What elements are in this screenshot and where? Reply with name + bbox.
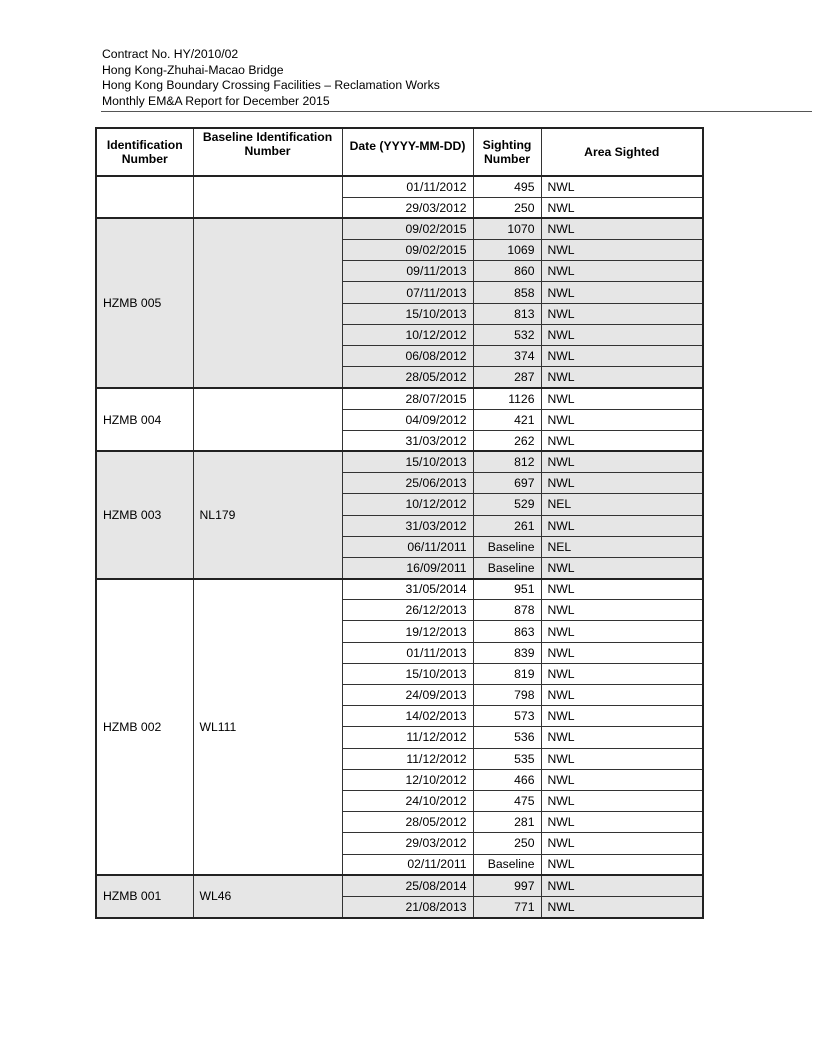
sight-cell: 798 bbox=[473, 685, 541, 706]
date-cell: 01/11/2013 bbox=[342, 642, 473, 663]
area-cell: NWL bbox=[541, 685, 703, 706]
area-cell: NWL bbox=[541, 303, 703, 324]
table-row bbox=[96, 176, 703, 197]
sight-cell: 858 bbox=[473, 282, 541, 303]
animal-group bbox=[96, 451, 703, 578]
sight-cell: 878 bbox=[473, 600, 541, 621]
sight-cell: 771 bbox=[473, 896, 541, 917]
area-cell: NWL bbox=[541, 748, 703, 769]
date-cell: 25/08/2014 bbox=[342, 875, 473, 896]
area-cell: NWL bbox=[541, 642, 703, 663]
column-header-area: Area Sighted bbox=[541, 128, 703, 176]
area-cell: NWL bbox=[541, 557, 703, 578]
sight-cell: 475 bbox=[473, 790, 541, 811]
sight-cell: Baseline bbox=[473, 557, 541, 578]
identification-cell: HZMB 004 bbox=[96, 388, 193, 452]
project-name: Hong Kong-Zhuhai-Macao Bridge bbox=[102, 62, 284, 77]
identification-cell: HZMB 005 bbox=[96, 218, 193, 388]
date-cell: 09/02/2015 bbox=[342, 240, 473, 261]
sight-cell: 839 bbox=[473, 642, 541, 663]
date-cell: 10/12/2012 bbox=[342, 494, 473, 515]
area-cell: NWL bbox=[541, 515, 703, 536]
sight-cell: 819 bbox=[473, 663, 541, 684]
sight-cell: Baseline bbox=[473, 536, 541, 557]
sight-cell: 863 bbox=[473, 621, 541, 642]
date-cell: 09/11/2013 bbox=[342, 261, 473, 282]
column-header-sighting: Sighting Number bbox=[473, 128, 541, 176]
area-cell: NWL bbox=[541, 769, 703, 790]
table-row bbox=[96, 451, 703, 472]
date-cell: 09/02/2015 bbox=[342, 218, 473, 239]
date-cell: 01/11/2012 bbox=[342, 176, 473, 197]
animal-group bbox=[96, 218, 703, 388]
date-cell: 06/11/2011 bbox=[342, 536, 473, 557]
table-header-row bbox=[96, 128, 703, 176]
contract-number: Contract No. HY/2010/02 bbox=[102, 47, 239, 61]
date-cell: 29/03/2012 bbox=[342, 197, 473, 218]
sight-cell: 1126 bbox=[473, 388, 541, 409]
identification-cell: HZMB 001 bbox=[96, 875, 193, 917]
report-header bbox=[102, 47, 722, 109]
sight-cell: 261 bbox=[473, 515, 541, 536]
area-cell: NWL bbox=[541, 579, 703, 600]
sight-cell: 535 bbox=[473, 748, 541, 769]
area-cell: NWL bbox=[541, 197, 703, 218]
area-cell: NWL bbox=[541, 451, 703, 472]
area-cell: NWL bbox=[541, 430, 703, 451]
sight-cell: 997 bbox=[473, 875, 541, 896]
date-cell: 28/05/2012 bbox=[342, 812, 473, 833]
date-cell: 15/10/2013 bbox=[342, 451, 473, 472]
area-cell: NWL bbox=[541, 812, 703, 833]
area-cell: NWL bbox=[541, 663, 703, 684]
baseline-cell: NL179 bbox=[193, 451, 342, 578]
area-cell: NWL bbox=[541, 875, 703, 896]
sight-cell: 1069 bbox=[473, 240, 541, 261]
sight-cell: 536 bbox=[473, 727, 541, 748]
date-cell: 15/10/2013 bbox=[342, 303, 473, 324]
report-title: Monthly EM&A Report for December 2015 bbox=[102, 93, 330, 108]
date-cell: 16/09/2011 bbox=[342, 557, 473, 578]
date-cell: 11/12/2012 bbox=[342, 727, 473, 748]
date-cell: 07/11/2013 bbox=[342, 282, 473, 303]
identification-cell: HZMB 003 bbox=[96, 451, 193, 578]
area-cell: NWL bbox=[541, 218, 703, 239]
area-cell: NWL bbox=[541, 727, 703, 748]
date-cell: 02/11/2011 bbox=[342, 854, 473, 875]
column-header-baseline: Baseline Identification Number bbox=[193, 128, 342, 176]
area-cell: NWL bbox=[541, 896, 703, 917]
date-cell: 24/09/2013 bbox=[342, 685, 473, 706]
sight-cell: 287 bbox=[473, 367, 541, 388]
identification-cell bbox=[96, 176, 193, 218]
baseline-cell: WL46 bbox=[193, 875, 342, 917]
sight-cell: 573 bbox=[473, 706, 541, 727]
date-cell: 04/09/2012 bbox=[342, 409, 473, 430]
baseline-cell bbox=[193, 218, 342, 388]
table-row bbox=[96, 388, 703, 409]
date-cell: 12/10/2012 bbox=[342, 769, 473, 790]
area-cell: NWL bbox=[541, 706, 703, 727]
sight-cell: 951 bbox=[473, 579, 541, 600]
baseline-cell bbox=[193, 176, 342, 218]
area-cell: NWL bbox=[541, 473, 703, 494]
area-cell: NWL bbox=[541, 282, 703, 303]
animal-group bbox=[96, 388, 703, 452]
sight-cell: 262 bbox=[473, 430, 541, 451]
sight-cell: 281 bbox=[473, 812, 541, 833]
sighting-table bbox=[95, 127, 704, 919]
sight-cell: 529 bbox=[473, 494, 541, 515]
area-cell: NEL bbox=[541, 536, 703, 557]
animal-group bbox=[96, 579, 703, 876]
area-cell: NWL bbox=[541, 261, 703, 282]
column-header-date: Date (YYYY-MM-DD) bbox=[342, 128, 473, 176]
baseline-cell: WL111 bbox=[193, 579, 342, 876]
date-cell: 14/02/2013 bbox=[342, 706, 473, 727]
date-cell: 10/12/2012 bbox=[342, 324, 473, 345]
date-cell: 31/05/2014 bbox=[342, 579, 473, 600]
table-row bbox=[96, 579, 703, 600]
table-row bbox=[96, 218, 703, 239]
baseline-cell bbox=[193, 388, 342, 452]
date-cell: 21/08/2013 bbox=[342, 896, 473, 917]
sight-cell: 250 bbox=[473, 197, 541, 218]
area-cell: NWL bbox=[541, 600, 703, 621]
date-cell: 28/07/2015 bbox=[342, 388, 473, 409]
sight-cell: 813 bbox=[473, 303, 541, 324]
area-cell: NWL bbox=[541, 388, 703, 409]
date-cell: 29/03/2012 bbox=[342, 833, 473, 854]
sight-cell: 860 bbox=[473, 261, 541, 282]
identification-cell: HZMB 002 bbox=[96, 579, 193, 876]
area-cell: NWL bbox=[541, 621, 703, 642]
area-cell: NWL bbox=[541, 790, 703, 811]
sight-cell: 421 bbox=[473, 409, 541, 430]
sight-cell: 495 bbox=[473, 176, 541, 197]
date-cell: 26/12/2013 bbox=[342, 600, 473, 621]
sight-cell: 1070 bbox=[473, 218, 541, 239]
date-cell: 19/12/2013 bbox=[342, 621, 473, 642]
area-cell: NWL bbox=[541, 324, 703, 345]
date-cell: 28/05/2012 bbox=[342, 367, 473, 388]
area-cell: NWL bbox=[541, 240, 703, 261]
sight-cell: 250 bbox=[473, 833, 541, 854]
area-cell: NWL bbox=[541, 409, 703, 430]
sight-cell: Baseline bbox=[473, 854, 541, 875]
table-row bbox=[96, 875, 703, 896]
animal-group bbox=[96, 176, 703, 218]
date-cell: 06/08/2012 bbox=[342, 346, 473, 367]
header-divider bbox=[101, 111, 812, 112]
animal-group bbox=[96, 875, 703, 917]
project-subtitle: Hong Kong Boundary Crossing Facilities – Reclamation Works bbox=[102, 78, 440, 92]
area-cell: NWL bbox=[541, 346, 703, 367]
area-cell: NWL bbox=[541, 854, 703, 875]
date-cell: 11/12/2012 bbox=[342, 748, 473, 769]
date-cell: 31/03/2012 bbox=[342, 515, 473, 536]
date-cell: 15/10/2013 bbox=[342, 663, 473, 684]
sight-cell: 532 bbox=[473, 324, 541, 345]
date-cell: 25/06/2013 bbox=[342, 473, 473, 494]
date-cell: 31/03/2012 bbox=[342, 430, 473, 451]
area-cell: NWL bbox=[541, 833, 703, 854]
sight-cell: 812 bbox=[473, 451, 541, 472]
area-cell: NWL bbox=[541, 367, 703, 388]
column-header-identification: Identification Number bbox=[96, 128, 193, 176]
sight-cell: 697 bbox=[473, 473, 541, 494]
date-cell: 24/10/2012 bbox=[342, 790, 473, 811]
area-cell: NEL bbox=[541, 494, 703, 515]
sight-cell: 374 bbox=[473, 346, 541, 367]
area-cell: NWL bbox=[541, 176, 703, 197]
sight-cell: 466 bbox=[473, 769, 541, 790]
